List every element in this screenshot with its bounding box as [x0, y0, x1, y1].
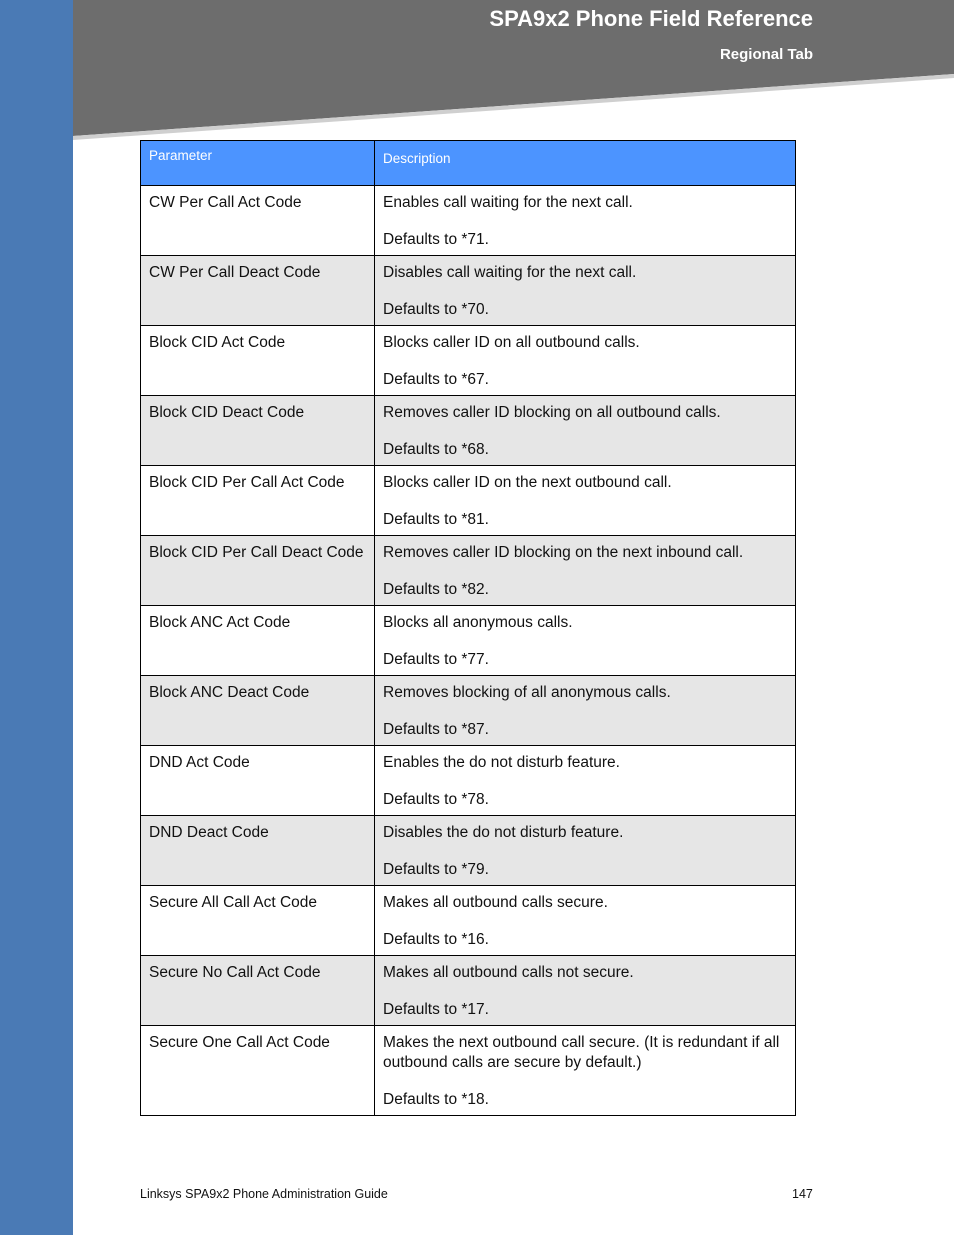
parameter-cell: Secure No Call Act Code	[141, 956, 375, 1026]
table-row	[141, 606, 796, 676]
description-text: Blocks caller ID on the next outbound call.	[383, 474, 672, 491]
table-row	[141, 536, 796, 606]
default-value: Defaults to *67.	[383, 371, 489, 388]
parameter-cell: CW Per Call Deact Code	[141, 256, 375, 326]
description-cell	[375, 816, 796, 886]
description-text: Makes all outbound calls not secure.	[383, 964, 634, 981]
description-text: Enables the do not disturb feature.	[383, 754, 620, 771]
description-cell	[375, 1026, 796, 1116]
description-cell	[375, 536, 796, 606]
default-value: Defaults to *68.	[383, 441, 489, 458]
table-row	[141, 396, 796, 466]
parameter-cell: Block ANC Act Code	[141, 606, 375, 676]
sidebar-stripe	[0, 0, 73, 1235]
description-text: Enables call waiting for the next call.	[383, 194, 633, 211]
default-value: Defaults to *71.	[383, 231, 489, 248]
description-cell	[375, 186, 796, 256]
parameter-cell: Block CID Act Code	[141, 326, 375, 396]
default-value: Defaults to *18.	[383, 1091, 489, 1108]
description-cell	[375, 676, 796, 746]
parameter-cell: Secure One Call Act Code	[141, 1026, 375, 1116]
default-value: Defaults to *87.	[383, 721, 489, 738]
default-value: Defaults to *79.	[383, 861, 489, 878]
description-cell	[375, 956, 796, 1026]
table-row	[141, 326, 796, 396]
description-text: Removes caller ID blocking on the next inbound call.	[383, 544, 744, 561]
column-header-description: Description	[375, 141, 796, 186]
parameter-cell: CW Per Call Act Code	[141, 186, 375, 256]
description-text: Removes blocking of all anonymous calls.	[383, 684, 671, 701]
description-text: Blocks caller ID on all outbound calls.	[383, 334, 640, 351]
table-row	[141, 886, 796, 956]
description-cell	[375, 256, 796, 326]
default-value: Defaults to *70.	[383, 301, 489, 318]
parameter-cell: Block CID Deact Code	[141, 396, 375, 466]
table-row	[141, 1026, 796, 1116]
description-cell	[375, 606, 796, 676]
section-subtitle: Regional Tab	[719, 46, 813, 63]
description-text: Disables call waiting for the next call.	[383, 264, 637, 281]
parameter-cell: DND Act Code	[141, 746, 375, 816]
description-cell	[375, 396, 796, 466]
table-row	[141, 186, 796, 256]
table-row	[141, 676, 796, 746]
footer-guide-title: Linksys SPA9x2 Phone Administration Guide	[140, 1187, 388, 1201]
page-number: 147	[792, 1187, 813, 1201]
table-row	[141, 816, 796, 886]
default-value: Defaults to *77.	[383, 651, 489, 668]
parameter-cell: DND Deact Code	[141, 816, 375, 886]
default-value: Defaults to *16.	[383, 931, 489, 948]
description-cell	[375, 326, 796, 396]
table-row	[141, 746, 796, 816]
description-text: Makes all outbound calls secure.	[383, 894, 608, 911]
table-row	[141, 466, 796, 536]
description-text: Makes the next outbound call secure. (It is redundant if all outbound calls are secure by default.)	[383, 1034, 780, 1071]
description-cell	[375, 886, 796, 956]
table-row	[141, 256, 796, 326]
default-value: Defaults to *17.	[383, 1001, 489, 1018]
description-text: Disables the do not disturb feature.	[383, 824, 624, 841]
parameter-cell: Block ANC Deact Code	[141, 676, 375, 746]
parameter-cell: Block CID Per Call Act Code	[141, 466, 375, 536]
description-text: Blocks all anonymous calls.	[383, 614, 573, 631]
default-value: Defaults to *82.	[383, 581, 489, 598]
description-cell	[375, 746, 796, 816]
column-header-parameter: Parameter	[141, 141, 375, 186]
parameter-cell: Secure All Call Act Code	[141, 886, 375, 956]
parameter-cell: Block CID Per Call Deact Code	[141, 536, 375, 606]
page-title: SPA9x2 Phone Field Reference	[489, 6, 813, 31]
table-header-row	[141, 141, 796, 186]
default-value: Defaults to *78.	[383, 791, 489, 808]
description-cell	[375, 466, 796, 536]
description-text: Removes caller ID blocking on all outbound calls.	[383, 404, 721, 421]
default-value: Defaults to *81.	[383, 511, 489, 528]
field-reference-table	[140, 140, 796, 1116]
table-row	[141, 956, 796, 1026]
